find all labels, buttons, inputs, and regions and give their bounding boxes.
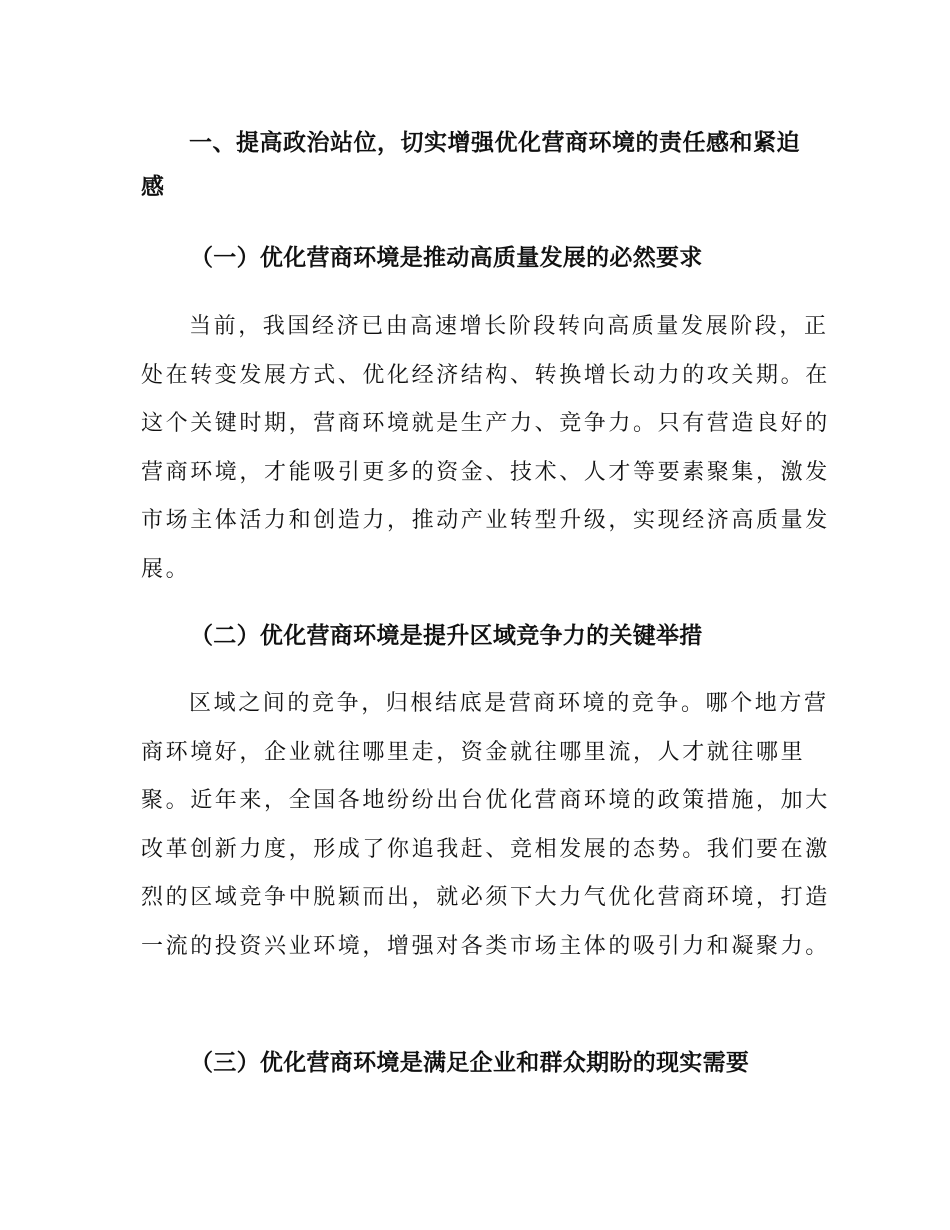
subsection-body-1: 当前，我国经济已由高速增长阶段转向高质量发展阶段，正处在转变发展方式、优化经济结构、转换增长动力的攻关期。在这个关键时期，营商环境就是生产力、竞争力。只有营造良好的营商环境，才能吸引更多的资金、技术、人才等要素聚集，激发市场主体活力和创造力，推动产业转型升级，实现经济高质量发展。: [141, 314, 830, 582]
subsection-heading-2: （二）优化营商环境是提升区域竞争力的关键举措: [190, 623, 703, 649]
subsection-body-2: 区域之间的竞争，归根结底是营商环境的竞争。哪个地方营商环境好，企业就往哪里走，资金就往哪里流，人才就往哪里聚。近年来，全国各地纷纷出台优化营商环境的政策措施，加大改革创新力度，形成了你追我赶、竞相发展的态势。我们要在激烈的区域竞争中脱颖而出，就必须下大力气优化营商环境，打造一流的投资兴业环境，增强对各类市场主体的吸引力和凝聚力。: [141, 691, 830, 959]
section-title: 一、提高政治站位，切实增强优化营商环境的责任感和紧迫感: [141, 130, 800, 200]
subsection-heading-1: （一）优化营商环境是推动高质量发展的必然要求: [190, 245, 703, 271]
subsection-heading-3: （三）优化营商环境是满足企业和群众期盼的现实需要: [190, 1050, 750, 1076]
